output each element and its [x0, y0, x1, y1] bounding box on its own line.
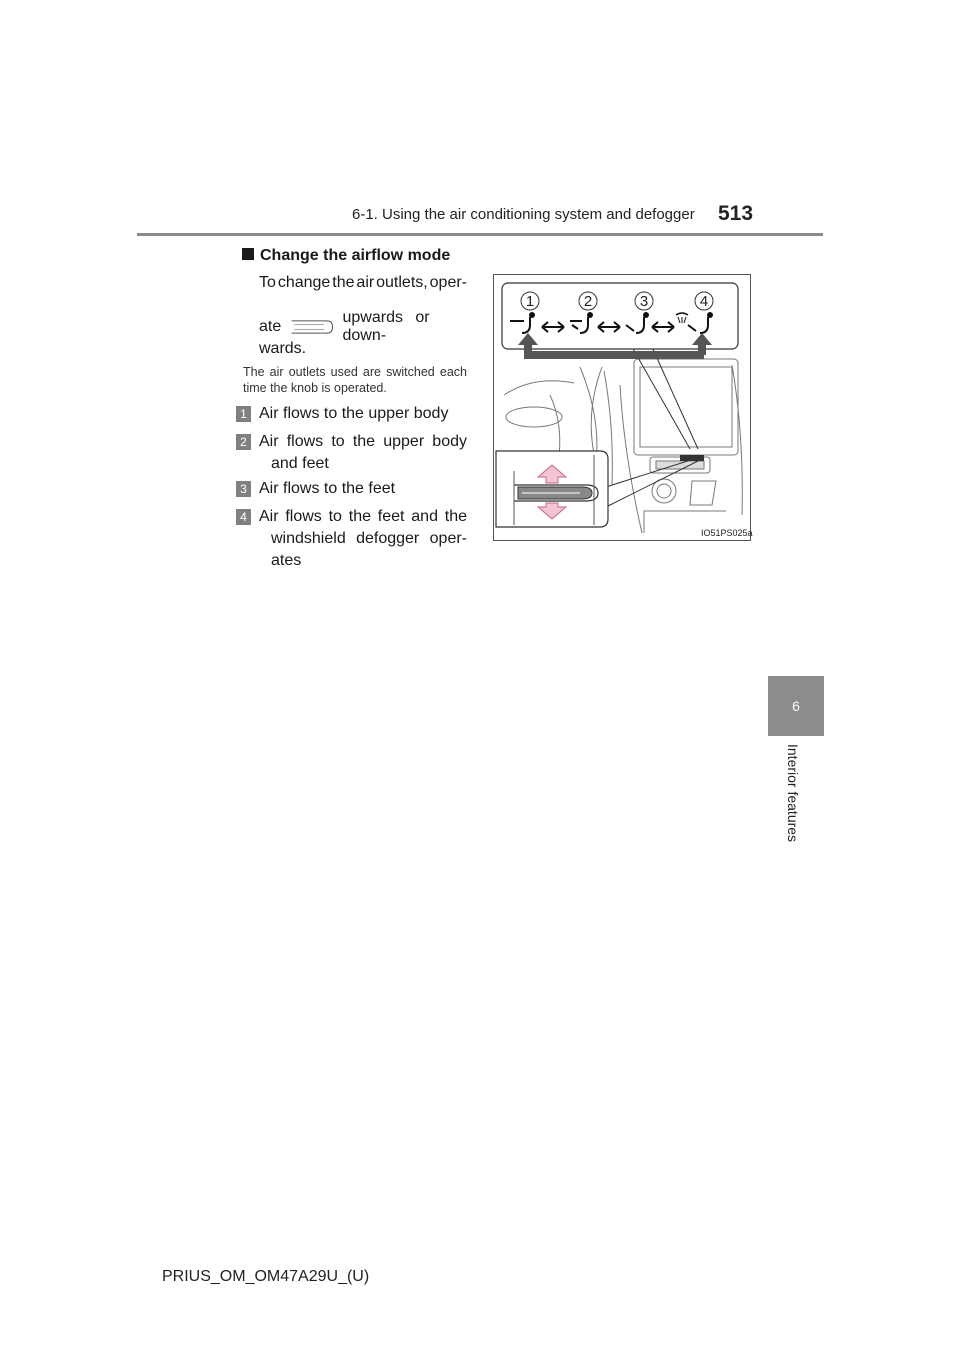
knob-inset [496, 451, 608, 527]
chapter-label: Interior features [785, 744, 801, 843]
paragraph-line-2: ate upwards or down- [259, 309, 430, 344]
airflow-knob-icon [289, 318, 334, 336]
paragraph-line-3: wards. [259, 340, 307, 357]
dashboard-illustration [493, 274, 751, 541]
item-number-badge: 4 [236, 509, 251, 525]
note-text: The air outlets used are switched each time the knob is operated. [243, 365, 467, 395]
mode-number-label: 1 [525, 293, 535, 310]
list-item: Air flows to the feet and the windshield defogger oper- ates [259, 508, 467, 569]
chapter-tab [768, 676, 824, 736]
list-item: Air flows to the feet [259, 480, 396, 497]
document-code: PRIUS_OM_OM47A29U_(U) [162, 1268, 370, 1285]
figure-id: IO51PS025a [701, 528, 753, 538]
paragraph-line-1: To change the air outlets, oper- [259, 274, 467, 291]
dashboard-drawing [494, 275, 750, 540]
page-number: 513 [718, 202, 754, 225]
mode-number-label: 3 [639, 293, 649, 310]
header-rule [137, 233, 823, 236]
item-number-badge: 1 [236, 406, 251, 422]
section-title: 6-1. Using the air conditioning system and defogger [352, 206, 695, 223]
subsection-heading: Change the airflow mode [242, 247, 450, 265]
chapter-number: 6 [792, 698, 800, 714]
mode-number-label: 4 [699, 293, 709, 310]
item-number-badge: 3 [236, 481, 251, 497]
mode-number-label: 2 [583, 293, 593, 310]
list-item: Air flows to the upper body [259, 405, 449, 422]
item-number-badge: 2 [236, 434, 251, 450]
list-item: Air flows to the upper body and feet [259, 433, 467, 472]
square-bullet-icon [242, 248, 254, 260]
